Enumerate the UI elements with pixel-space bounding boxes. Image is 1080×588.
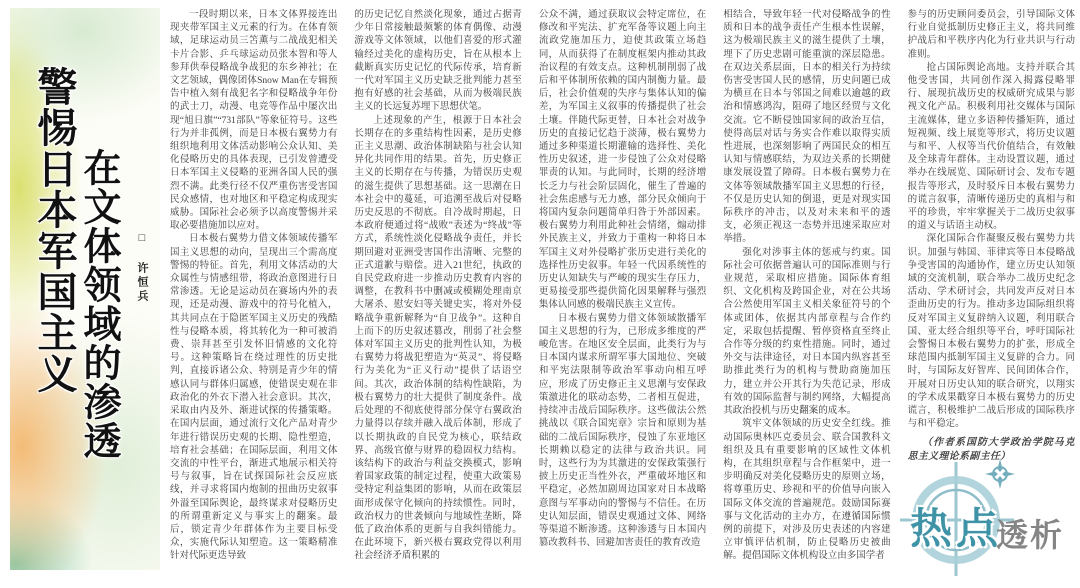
article-paragraph: 筑牢文体领域的历史安全红线。推动国际奥林匹克委员会、联合国教科文组织及具有重要影响的区域性文体机构，在其组织章程与合作框架中，进一步明确反对美化侵略历史的原则立场，将尊重历史、珍视和平的价值导向嵌入国际文体交流的普遍规范。鼓励国际赛事与文化活动的主办方，在遵循国际惯例的前提下，对涉及历史表述的内容建立审慎评估机制，防止侵略历史被曲解。提倡国际文体机构设立由多国学者 [723,419,891,562]
article-paragraph: 相结合，导致年轻一代对侵略战争的性质和日本的战争责任产生根本性误解，这为极端民族主义的滋生提供了土壤，埋下了历史悲剧可能重演的深层隐患。在双边关系层面，日本的相关行为持续伤害受害国人民的感情，历史问题已成为横亘在日本与邻国之间难以逾越的政治和情感鸿沟，阻碍了地区经贸与文化交流。它不断侵蚀国家间的政治互信，使得高层对话与务实合作难以取得实质性进展，也深刻影响了两国民众的相互认知与情感联结，为双边关系的长期健康发展设置了障碍。日本极右翼势力在文体等领域散播军国主义思想的行径，不仅是历史认知的倒退，更是对现实国际秩序的冲击，以及对未来和平的透支，必须正视这一态势并迅速采取应对举措。 [723,10,891,245]
article-paragraph: 强化对涉事主体的惩戒与约束。国际社会可依据普遍认可的国际准则与行业规范，采取相应措施。国际体育组织、文化机构及跨国企业，对在公共场合公然使用军国主义相关象征符号的个体或团体，依据其内部章程与合作约定，采取包括提醒、暂停资格直至终止合作等分级的约束性措施。同时，通过外交与法律途径，对日本国内纵容甚至助推此类行为的机构与赞助商施加压力，建立并公开其行为失范记录，形成有效的国际监督与制约网络，大幅提高其政治投机与历史翻案的成本。 [723,247,891,417]
text-column-1 [170,9,337,581]
article-paragraph: 的历史记忆自然淡化现象，通过占据青少年日常接触最频繁的体育偶像、动漫游戏等文体领域，以他们喜爱的形式灌输经过美化的虚构历史，旨在从根本上截断真实历史记忆的代际传承，培育新一代对军国主义历史缺乏批判能力甚至抱有好感的社会基础，从而为极端民族主义的长远复苏埋下思想伏笔。 [354,10,522,113]
hotspot-logo [896,458,1078,580]
article-paragraph: 一段时期以来，日本文体界接连出现夹带军国主义元素的行为。在体育领域，足球运动员三笘薫与二战战犯相关卡片合影、乒乓球运动员张本智和等人参拜供奉侵略战争战犯的东乡神社；在文艺领域，偶像团体Snow Man在专辑预告中植入刻有战犯名字和侵略战争年份的武士刀，动漫、电竞等作品中屡次出现“旭日旗”“731部队”等象征符号。这些行为并非孤例，而是日本极右翼势力有组织地利用文体活动影响公众认知、美化侵略历史的具体表现，已引发曾遭受日本军国主义侵略的亚洲各国人民的强烈不满。此类行径不仅严重伤害受害国民众感情，也对地区和平稳定构成现实威胁。国际社会必须予以高度警惕并采取必要措施加以应对。 [170,10,338,232]
author-name: □ 许恒兵 [136,232,148,304]
headline-block [10,8,160,570]
text-column-4 [723,9,890,581]
article-paragraph: 公众不满，通过获取议会特定席位，在修改和平宪法、扩充军备等议题上向主流政党施加压力，迫使其政策立场趋同，从而获得了在制度框架内推动其政治议程的有效支点。这种机制削弱了战后和平体制所依赖的国内制衡力量。最后，社会价值观的失序与集体认知的偏差，为军国主义叙事的传播提供了社会土壤。伴随代际更替，日本社会对战争历史的直接记忆趋于淡薄，极右翼势力通过多种渠道长期灌输的选择性、美化性历史叙述，进一步侵蚀了公众对侵略罪责的认知。与此同时，长期的经济增长乏力与社会阶层固化，催生了普遍的社会焦虑感与无力感，部分民众倾向于将国内复杂问题简单归咎于外部因素。极右翼势力利用此种社会情绪，煽动排外民族主义，并致力于重构一种将日本军国主义对外侵略扩张历史进行美化的选择性历史叙事。年轻一代因系统性的历史认知缺失与严峻的现实生存压力，更易接受那些提供简化因果解释与强烈集体认同感的极端民族主义宣传。 [538,10,707,311]
logo-text-hotspot: 热点 [910,505,1003,552]
logo-text-analysis: 透析 [996,517,1065,553]
article-paragraph: 深化国际合作凝聚反极右翼势力共识。加强与韩国、菲律宾等日本侵略战争受害国的沟通协作，建立历史认知领域的交流机制，联合举办二战历史纪念活动、学术研讨会，共同发声反对日本歪曲历史的行为。推动多边国际组织将反对军国主义复辟纳入议题，利用联合国、亚太经合组织等平台，呼吁国际社会警惕日本极右翼势力的扩张，形成全球范围内抵制军国主义复辟的合力。同时，与国际友好智库、民间团体合作，开展对日历史认知的联合研究，以翔实的学术成果戳穿日本极右翼势力的历史谎言，积极维护二战后形成的国际秩序与和平稳定。 [907,234,1076,430]
text-column-2 [354,9,521,581]
article-paragraph: 日本极右翼势力借文体领域传播军国主义思想的动向，呈现出三个需高度警惕的特征。首先，利用文体活动的大众属性与情感纽带，将政治意图进行日常渗透。无论是运动员在赛场内外的表现，还是动漫、游戏中的符号化植入，其共同点在于隐匿军国主义历史的残酷性与侵略本质，将其转化为一种可被消费、崇拜甚至引发怀旧情感的文化符号。这种策略旨在绕过理性的历史批判，直接诉诸公众、特别是青少年的情感认同与群体归属感，使错误史观在非政治化的外衣下潜入社会意识。其次，采取由内及外、渐进试探的传播策略。在国内层面，通过流行文化产品对青少年进行错误历史观的长期、隐性塑造，培育社会基础；在国际层面，利用文体交流的中性平台，渐进式地展示相关符号与叙事，旨在试探国际社会反应底线，并寻求将国内炮制的扭曲历史叙事外溢至国际舆论，最终谋求对侵略历史的所谓重新定义与事实上的翻案。最后，锁定青少年群体作为主要目标受众，实施代际认知塑造。这一策略精准针对代际更迭导致 [170,234,338,562]
author-byline: （作者系国防大学政治学院马克思主义理论系副主任） [907,436,1076,462]
article-paragraph: 参与的历史顾问委员会，引导国际文体行业自觉抵制历史修正主义，将共同维护战后和平秩序内化为行业共识与行动准则。 [907,10,1076,60]
compass-star-icon [985,459,1015,489]
article-paragraph: 上述现象的产生，根源于日本社会长期存在的多重结构性因素，是历史修正主义思潮、政治体制缺陷与社会认知异化共同作用的结果。首先，历史修正主义的长期存在与传播，为错误历史观的滋生提供了思想基础。这一思潮在日本社会中的蔓延，可追溯至战后对侵略历史反思的不彻底。自冷战时期起，日本政府便通过将“战败”表述为“终战”等方式，系统性淡化侵略战争责任，并长期回避对亚洲受害国作出清晰、完整的正式道歉与赔偿。进入21世纪，执政的自民党政府进一步推动历史教育内容的调整，在教科书中删减或模糊处理南京大屠杀、慰安妇等关键史实，将对外侵略战争重新解释为“自卫战争”。这种自上而下的历史叙述篡改，削弱了社会整体对军国主义历史的批判性认知，为极右翼势力将战犯塑造为“英灵”、将侵略行为美化为“正义行动”提供了话语空间。其次，政治体制的结构性缺陷，为极右翼势力的壮大提供了制度条件。战后处理的不彻底使得部分保守右翼政治力量得以存续并融入战后体制，形成了以长期执政的自民党为核心，联结政界、高级官僚与财界的稳固权力结构。该结构下的政治与利益交换模式，影响着国家政策的制定过程，使重大政策易受特定利益集团的影响，从而在政策层面形成保守化倾向的持续惯性。同时，政治权力的世袭倾向与地域性垄断，降低了政治体系的更新与自我纠错能力。在此环境下，新兴极右翼政党得以利用社会经济矛盾积累的 [354,115,522,562]
article-paragraph: 抢占国际舆论高地。支持并联合其他受害国，共同创作深入揭露侵略罪行、展现抗战历史的权威研究成果与影视文化产品。积极利用社交媒体与国际主流媒体，建立多语种传播矩阵，通过短视频、线上展览等形式，将历史议题与和平、人权等当代价值结合，有效触及全球青年群体。主动设置议题，通过举办在线展览、国际研讨会、发布专题报告等形式，及时驳斥日本极右翼势力的谎言叙事，清晰传递历史的真相与和平的珍贵，牢牢掌握关于二战历史叙事的道义与话语主动权。 [907,62,1076,232]
headline-line2: 在文体领域的渗透 [77,148,119,460]
headline-line1: 警惕日本军国主义 [32,66,77,394]
article-paragraph: 日本极右翼势力借文体领域散播军国主义思想的行为，已形成多维度的严峻危害。在地区安全层面，此类行为与日本国内谋求所谓军事大国地位、突破和平宪法限制等政治军事动向相互呼应，形成了历史修正主义思潮与安保政策激进化的联动态势，二者相互促进，持续冲击战后国际秩序。这些做法公然挑战以《联合国宪章》宗旨和原则为基础的二战后国际秩序，侵蚀了东亚地区长期赖以稳定的法律与政治共识。同时，这些行为为其激进的安保政策强行披上历史正当性外衣，严重破坏地区和平稳定，必然加剧周边国家对日本战略意图与军事动向的警惕与不信任。在历史认知层面，错误史观通过文体、网络等渠道不断渗透。这种渗透与日本国内篡改教科书、回避加害责任的教育改造 [538,313,707,549]
text-column-3 [539,9,706,581]
